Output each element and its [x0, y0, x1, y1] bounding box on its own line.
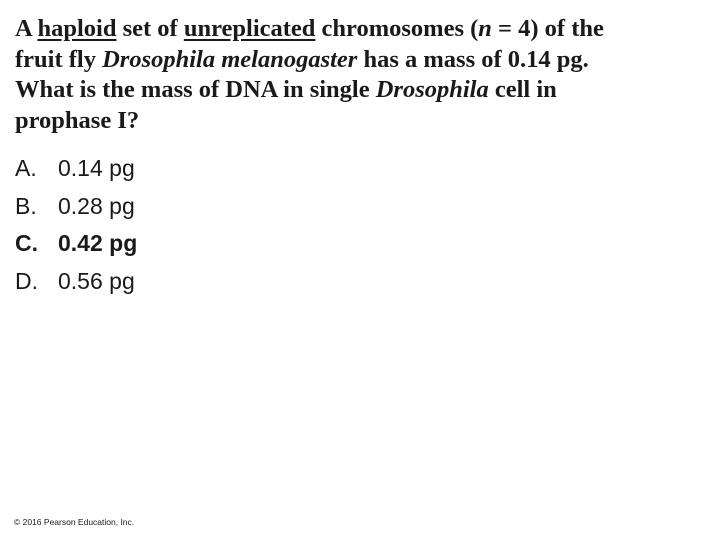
option-letter: D. [15, 267, 38, 294]
option-letter: B. [15, 192, 37, 219]
option-letter: A. [15, 155, 37, 182]
question-text-segment: set of [116, 15, 184, 42]
answer-options [15, 150, 137, 300]
question-text-segment: A [15, 15, 38, 42]
option-b[interactable] [15, 188, 137, 226]
n-variable: n [478, 15, 492, 42]
question-line-2 [15, 45, 710, 76]
species-name: Drosophila melanogaster [102, 45, 358, 73]
question-text [15, 14, 710, 136]
question-text-segment: = 4) of the [491, 15, 604, 42]
question-text-segment: cell in [488, 76, 557, 103]
option-d[interactable] [15, 263, 137, 301]
option-text: 0.56 pg [58, 267, 135, 294]
question-line-1 [15, 14, 710, 45]
unreplicated-term: unreplicated [183, 15, 316, 42]
copyright-footer: © 2016 Pearson Education, Inc. [14, 517, 135, 527]
question-text-segment: What is the mass of DNA in single [15, 76, 376, 103]
option-text: 0.42 pg [58, 230, 138, 257]
genus-name: Drosophila [375, 76, 489, 103]
question-text-segment: chromosomes ( [315, 15, 479, 42]
question-line-4 [15, 106, 710, 137]
option-letter: C. [15, 230, 38, 257]
question-text-segment: has a mass of 0.14 pg. [357, 45, 589, 73]
question-line-3 [15, 75, 710, 106]
option-a[interactable] [15, 150, 137, 188]
question-text-segment: prophase I? [15, 106, 140, 134]
haploid-term: haploid [37, 15, 117, 42]
option-text: 0.28 pg [58, 192, 135, 219]
question-text-segment: fruit fly [15, 45, 103, 73]
option-c[interactable] [15, 225, 137, 263]
option-text: 0.14 pg [58, 155, 135, 182]
